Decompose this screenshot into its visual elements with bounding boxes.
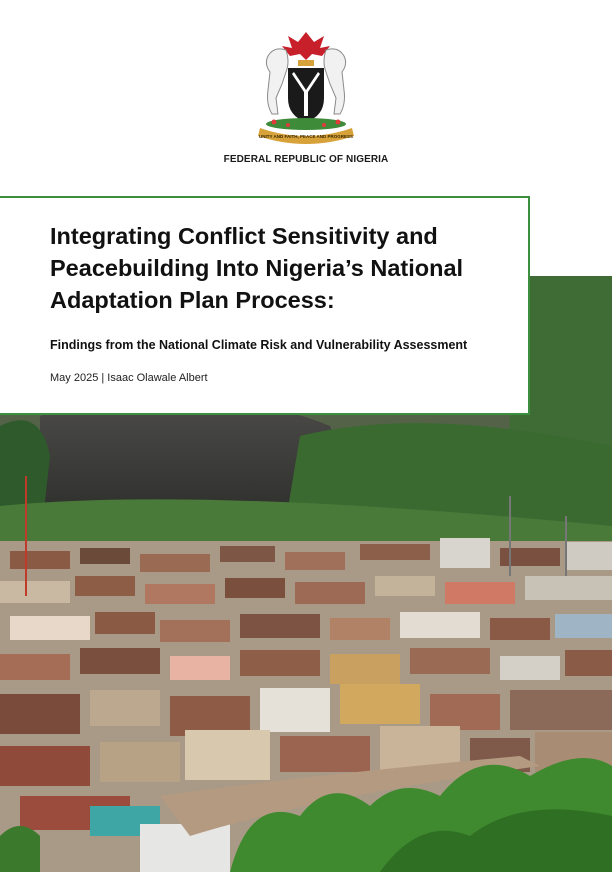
country-label: FEDERAL REPUBLIC OF NIGERIA	[223, 154, 389, 165]
title-line-1: Integrating Conflict Sensitivity and	[50, 223, 438, 249]
report-byline: May 2025 | Isaac Olawale Albert	[50, 372, 208, 384]
title-line-2: Peacebuilding Into Nigeria’s National	[50, 255, 464, 281]
report-subtitle: Findings from the National Climate Risk and Vulnerability Assessment	[50, 338, 468, 352]
crest-motto: UNITY AND FAITH, PEACE AND PROGRESS	[258, 134, 354, 139]
coat-of-arms-icon	[238, 28, 374, 146]
title-line-3: Adaptation Plan Process:	[50, 287, 335, 313]
report-title	[50, 220, 520, 316]
